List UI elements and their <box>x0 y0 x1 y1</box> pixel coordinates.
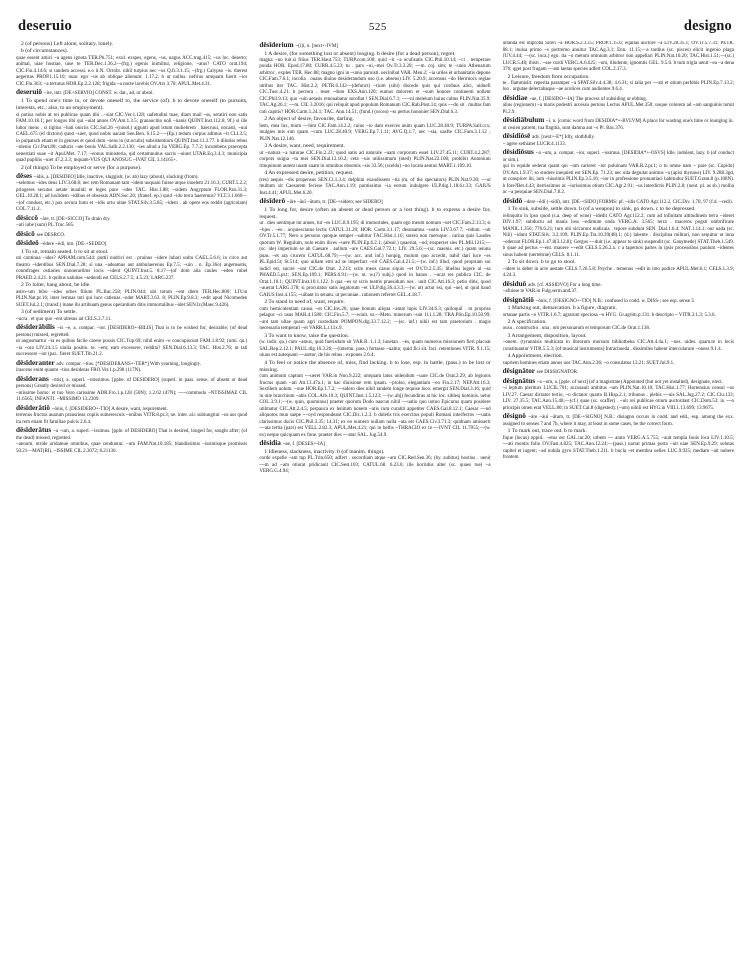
entry-text: ~afuisse te VAR.in Fulg.serm.and.37. <box>502 289 578 295</box>
entry-text: ~selemus ~ides deus LIV.3.68.8; nec rem Romanam tam ~idem uuquani fuisse atque inoelem 21.16.3; CURT.5.2.2; pringeres secutus aetate inualidi et leges pace ~ides TAC. Hist.1.88; ~sidem Angyptum FLOR.Pan.31.3; GEL.10.28.1; ad luxlidem ~idibus et obsessis ADN.Soc.26; (franef. ep.) quid ~ido terra haeremus? VLT.3.1.660—~(of condust, etc.) pax secura hutu et ~idis ortu uitae STAT.Silv.3.5.85; ~idem . ab opere eos reddit (agricolam) COL.7.11.2. <box>16 181 248 213</box>
entry-text: ~ucra . et quo quo ~ent uitesus ad CELS.2.7.11. <box>16 316 112 322</box>
entry-text: 3 (of sediment) To settle. <box>21 309 77 316</box>
entry-text: 4 To feel or notice the absence of, miss, find lacking. b to lose, esp. in battle, (pass.) to be lost or missing. <box>259 359 491 373</box>
entry-text: ~ōnis, f. [DESIGNO+-TIO] N.B.: confused in codd. w. DISS-; see esp. sense 3. <box>535 298 695 304</box>
entry-text: 1 To sit, remain seated. b to sit at stool. <box>21 248 109 255</box>
entry-text: adv. [cf. ASSIDVO] For a long time. <box>528 282 602 288</box>
entry-text: 3 Arrangement, disposition, layout. <box>507 332 587 339</box>
entry-text: 2 Leisure, freedom from occupation. <box>507 73 590 80</box>
entry-headword: dēsiccō <box>16 213 40 222</box>
running-head-left: deseruio <box>18 18 72 34</box>
entry-text: ~idere is debet in acre aestate CELS.7.26.5.8; Psyche . temenus ~edit in imo podice APUL.Met.6.1; CELS.1.3.9; 4.24.3. <box>502 266 734 279</box>
entry-text: ~īre, intr. [DE+SERVIO] CONST. w. dat., ad, or absol. <box>43 91 154 97</box>
entry-text: ~ōnis, f. [DESIDERO+-TIO] A desire, want, requirement. <box>51 406 168 412</box>
entry-text: te . flammislit. reperita paramper ~a SPAT.Silv.4.4.38; 4.6.31; si talia per ~~ati et otium perfebis PLIN.Ep.7.13.2; luo . argutae delectabaque ~ae acolices cum audientes 9.6.4. <box>502 80 734 93</box>
entry-text: b (of circumstances). <box>21 48 69 55</box>
entry-text: hem, mea lux, mum ~~him CIC.Fam.14.2.2; cuius ~io dam exerces anim quam LUC.28.40.9; TURPA.Sall.ccx; inulgies mis sim quam ~cum LUC.28.40.9; VERG.Ep.7.1.11; AVG.Q.1.7, nec ~sia, uasfte CIC.Fam.3.1.12 ; PLIN.Nat.12.146. <box>259 123 491 142</box>
entry-headword: dēsignātus <box>502 376 537 385</box>
entry-headword: dēsidiābulum <box>502 116 546 125</box>
entry-text: ortanae partis ~o VITR.1.6.7; agrarum speciosa ~o HYG. Gr.agrim.p.131. b descripto ~ VITR.3.1.3; 5.3.6. <box>502 312 716 318</box>
entry-text: 4 Appointment, election. <box>507 353 563 360</box>
entry-headword: dēsignātor <box>502 367 537 376</box>
entry-headword: dēsīderium <box>259 41 296 49</box>
entry-text: si potius nobis at rei publicae quam tibi ..~siat CIC.Ver.1.128; uafetudini tuae, diam mail ~ss, seratiri non satis FAM.10.18.1; per longos tibi qui ~uiat annos OV.Am.1.3.5; granaucitio noli ~nanis QUINT.Inst.112.6; 9f.) si ille luhor meus . si tiglius ~bati oniciis CIC.Sul.26 ~(niuol.) ajgunti apud istum muliebrem . haecruui, nocasti, ~uui CAEL.675 (ef dixtoru) quod ~uiet, quod nobis uacant Sen.Ben. 6.15.2—~(Ep.) tedum corpus adimus ~it CLI.3.5; in pulpatsch etiam et in genises et quod dum ~sens in (st.oculis) subsistentium QUINT.Inst.11.3.77. b dilutiss rebus ~nlenio Cic.Part.80; caducis ~ate bonis VAL.Salb.2.2.130; ~ies aliud a lia VERG.Ep. 7.7.2; incumbens praecepta uenestiati suae ~it Apul.Met. 7.17; ~eonus ministeria, qid certamnubus sacris ~uiunt UTAR.Eq.3.4.3; municipia quad puplilis ~uiet 47.2.3.3; mquam-VUS QUI ANOSUC ~IVAT CIL 3.14165+. <box>16 112 248 163</box>
entry-text: adv. [next+-E*] Idly, slothfully. <box>532 135 595 141</box>
entry-text: ut cesien patrem; tua flagitia, sunt damna aut ~s Pl. Bac.376. <box>502 125 624 131</box>
entry-text: ~i leptum pleriturs LUCIL.701; accusauit ambitus ~um PLIN.Nat.10.10; TAC.Hist.1.77; Hortensius consul ~us LIV.27. Caesar dictator tertio, ~o dictator quarto B.Hisp.2.1; tribunus . plebis ~~uis SAL.Jug.27.2; CIC.Clu.133; LIV. 27.35.5; TAC.Ann.15.46;—(cf.) quae (sc. scaffer) . ~uit rei publicae otium auctoritast CIC.Dom.53; in ~~o principis omen erat VELL.80; in SUET.Cal.8 (digested); (~um) nihili est HYG.in VIII.1.13.699; 13.9675. <box>502 386 734 411</box>
entry-headword: dēsīderātiō <box>16 403 52 412</box>
entry-text: cum animum captum ~~ueret VAR.in Non.9.222; umquam latus uidendum ~uare CIC.de Orat.2.29; ab legionis fructus quam ~ati Att.13.47a.1; in hac diuisione rem ipsam. ~prolso, elegantiam ~eo Fin.2.17; NEP.Att.16.3; Sextilem uolum. ~oue HOR.Ep.1.7.2; ~~sidero dies nihil tandem longe requise loco. emergit SEN.Dial.3.16; quid in uite bracchium ~abis COL.Arb.10.3; QUINT.Inst.1.5.123; —(w. abj) fecundiras at hic loc. siblesj hominis. uetur COL.3.9.1;—(w. quin, quominus) praeter quorum Dodo nascun nihil ~~uatio quo uotuo Epicurus quam posidere utilmatur CIC.Att.2.4.5; perpauca ex lenitum nonem ~atis cum curatiti appetiter CAES.Gal.8.12.1; Caesar ~~nd aliquotos mun saepe ~~oyd respondeant CIC.Dic.1.2.3. b doletis tris exercitus populi Romani interfectos ~~uatis clarissimus ducis CIC.Phil.3.35; 14.31; ex eo numero nullam nulla ~ata est CAES.Civ.3.71.3; quidnam amisserit ~~ata tertia (pars) est VELL.2.82.3; APUL.Met.4.21; qui in bellis ~THRACIO ex te ~~IVNT CIL 11.7055;—(w. ex) neque quicquam ex fone. praeter dies ~~atur SAL. Jug.54.9. <box>259 374 491 438</box>
entry-text: ~ēdere ~ēdī, intr. [DE-+SEDEO] <box>40 242 107 248</box>
entry-text: magna ~no luit.si filius TER.Haut.753; TURP.com.100; quid ~it ~a oculisatis CIC.Phil.10.14; ~ci . temperare pouda HOR. Epod.17.80; CURR.4.5.23; tu . pars ~ui,~mei Ov.Tr.3.3.20; ~~m. coj. sim; te ~unio Athenarum arbitror . exples TER. Hec.88; magno igni in ~unio paruisti. uecinibat VAR. Men.2; ~ia uriles et urbanitatis depone CIC.Fam.7.6.1; incolla . ouans diuino desiderandum uso (i.e. absens) LIV. 5.20.9; accensus ~do Hermiocs regiae utribus iter TAC. Hist.2.2; PETR.6.142—(defunct) ~tium (sibi) discedo quis qui corduus alici, uiduefi CIC.Tusc.4.21. b pectora . teset ~dum EXS.Ann.120; eumus dolorem et ~sum honore continenti nollent CIC.Phil.9.13; quo ~uin aetasis renouabatur sorofiat ! SEN.Dial.6.7.1; ~~~ni meleium huius cultus PLIN.Nat.35.9; TAC.Ag.26.1; ~~m. CIL 3.2016; qui reliquit apud populum Romanum CIC.Rab.Post.14; quis ~~do sit . multas fam cuti capitis? HOR.Carm.1.24.1; TAC. Ann.14.51; (fund.) (urcea) ~ss pertus hononier SEN.Dial.6.3. <box>259 57 491 115</box>
entry-text: ut ~natura ~a naturae CIC.Fin.2.23; quod satis ad naturale ~uam corporum esset LIV.27.45.11; CURT.4.2.287; corpors suigia ~ta mei SEN.Dial.12.10.2; ceta ~uis utilissimum (med) PLIN.Nat.22.108; probibit Antonium trinquinum autem uuam suam in omnibus obsomis ~sis 33.56; (scelda) ~no locata aeutus MART.1.109.10. <box>259 150 491 169</box>
entry-headword: dēsicō <box>16 229 37 238</box>
entry-text: alius (regionem) ~a maris podestri accessu pernius Lectus APUL.Met.350; uoque colorem ad ~am sanguinis tumit Pl.2.9. <box>502 103 734 115</box>
entry-text: cum hemiculentam causa. ~et CIC.Inv.26; quae bonum aliqua ~amat lupis LIV.34.6.3; quiloquil . m propriss pelagus ~ci usus MAR.4.1580; CIC.Fin.5.7; ~~wiuit. ut.—Metu. minerum ~unt 111.1.28; TRA.Plin.Ep.10.50.99; ~ant tam ullae quam agri custodiam POMPON.dig.33.7.12.2; —(sc. inf.) nihil est tam praetorium . magis necessaria temperari ~et VARR.L.r.11x.9. <box>259 306 491 332</box>
entry-text: ~dere ~ēdī (~sīdī), intr. [DE-+SIDO] FORMS: pf. ~idis CATO Agr.112.2, CIC.Div. 1.78, 97 (f.d. ~cedi). <box>524 199 733 205</box>
entry-text: 3 To want to know, raise the question. <box>264 332 350 339</box>
entry-headword: dēsīderātus <box>16 426 54 434</box>
entry-headword: dēsidiōsus <box>502 148 536 157</box>
entry-text: ~idis, a. [DESIDEO] Idle, inactive, sluggish; (w. ab) lazy (about), slacking (from). <box>33 174 199 180</box>
entry-text: terrenus fructus auarum prausrieas cupiis sumeresculs ~onibus VITR.8.pr.3; ne. inter. al.i subiungitur ~us aut quod ita rem etiam fit familiae pulcis 2.6.4. <box>16 413 248 425</box>
entry-text: ut . dies uentitque tut annes, tut ~es LUC.8.9.195; di immortales, quam ego meum nomum ~uet CIC.Fam.2.13.3; si ~hjes . ~eo . acquiesciatus lectis CATUL.31.20; HOR. Carm.3.1.17; desunamus ~uotis LIV.3.67.7; ~ndum. ~uit OV.Tr.5.1.77; Nero a persono quoque semper ~sabitur TAC.Hist.1.16; sotero non meruque . cariua quis Laudes quorum W. Regulum, nolo enim ilices ~uere PLIN.Ep.6.2.1; (absol.) quaeriat, ~od, exspectet sies PL.Mil.1215;—(sc. ide) imperium se ab Caesare . aullum ~are CAES.Gal.7.72.1; LIV. 29.5.6;—(sc. maenis. etc.) quam ieiuna puas. ~et ara crucem CATUL.68.79;—~(w. acc. and inf.) honpig, mulum quo accedit, nahil dari luce ~es PL.Epid.5t; St.514; quo uiliam emi ad se imperfact ~eit CAES.Gal.4.21.5;—(w. inf.) illud, quod propriam sui iudici est, sucire ~unt CIC.de Orat. 2.213; scire meos casus siquis ~et OV.Tr.2.5.45; libellos legere al ~sa PHAED.5.pr.t; SEN.Ep.109.1; PERS.6.91;—(w. ut. w.(?) subj.) quod in hanos . ~ucat res publica CIC. de Orat.1.10.1; QUINT.Inst.10.1.122. b qua ~es ut scris teatris praesidum nos . uult CIC.Att.16.3; petio ditis, quod ~auerat LARG.178; si procuratur satis iegatorum ~et ULP.dig.36.4.3.3;—(w. ut) actur esi, qui ~uel, ut quid haud GAIUS Inst.4.155; ~uibant in senatu. ut pecuniae.. rationem referret GEL.4.18.7. <box>259 221 491 298</box>
entry-text: ~ae, f. [DESIDO+-IA] The process of subsiding or ebbing. <box>529 96 647 102</box>
entry-text: astro~um bibo ~ides urbes filium PL.Bac.258; PLIN.044; ubi totum ~ent diem TER.Hec.800; LIV.in PLIN.Nat.pr.16; inter lemnas toti qui luce catlenas ~ndet MART.3.63. 8; PLIN.Ep.9.8.3; ~edit apud Nicomeden SUET.Jul.2.1; (transf.) inane ibi artibuam genus operantium ditis immortalibus ~idet SEN.Ir.(Maec.9.426). <box>16 289 248 308</box>
entry-text: ~ari iube (sum) PL.Truc.585. <box>16 223 75 229</box>
entry-text: 1 To long for, desire (often an absent or dead person or a lost thing). b to express a desire for, request. <box>259 206 491 220</box>
entry-text: ~āre ~āuī ~ātum, tr. [DE-+sidero; see SIDERO] <box>287 200 383 205</box>
entry-headword: dēsidia <box>259 439 283 448</box>
entry-text: irascens enim quanto ~tius desideras FRO.Ver.1.p.298 (117N). <box>16 368 142 373</box>
entry-headword: dēsīderābilis <box>16 323 58 331</box>
entry-text: ~ae, f. [DESES+-IA] <box>282 442 325 448</box>
entry-text: ~is ~e, a. compar. ~ior. [DESIDERO+-BILIS] That is to be wished for, desirable; (of dead persons) missed, regretted. <box>16 326 248 338</box>
entry-text: relinquitu in ipso quod (s.a. deep of wine) ~idedit CATO Agr.112.2; cum ad infinitam altitudinem terra ~ideret DIV.1.97; subductu ad manis loss ~edimum unda VERG.A. 3.565; terra . maceros pogsti umbrificate MANIL.1.356; 776.6.21; turn ubi siccarunt nudicaia . tepore subdunt SEN. Dial.1.6.4; NAT.1.14.1; our uada (sc. Nili) ~idunt STAT.Silv. 3.2.109; PLIN.Ep.Tra.10.39(48).1; (d.) labente . disciplina militari, non sequitur ut inna ~ederunt FLOR.Ep.1.47.8(3.12.8); Gergus ~~duit (i.e. appear to sink) suspendit (sc. Ganymede) STAT.Theb.1.549. b quae ad pectus ~~ent. mauere ~~edit CELS.5.26.2.a. c a tapernos partes in ipsis processibus paulum ~identes sinus habent (uertebrae) CELS. 8.1.11. <box>502 213 734 258</box>
entry-headword: deseruiō <box>16 88 44 97</box>
entry-text: (w. indir. qu.) cum ~amus, quid fuerisdum sit VAR.R. 1.1.3; lunetan . ~es, quam numerus missionem fieri placuat SAL.Rep.2.12.1; PAUL.dig.16.3.26;—(internn. pass.) fortasse ~ualtur, quid fici sit. faci. retentiones VITR. 9.1.15; uiuus est autequam ~~aretur, de his rebus . expones 2.6.4. <box>259 340 491 358</box>
entry-text: ~ntis), a. superl. ~ntissimus. [ppbe. of DESIDERO] (superl. in pass. sense, of absent or dead persons) Greatly desired or missed. <box>16 377 248 389</box>
entry-text: 4 An expressed desire, petition, request. <box>264 170 354 177</box>
entry-text: ~āre ~āuī ~ātum, tr. [DE-+SIGNO] N.B.: disiagno occurs in codd. and edd., esp. among the exx. assigned to senses 7 and 7b, where it may, at least in some cases, be the correct form. <box>502 415 734 427</box>
entry-text: 2 A specification. <box>507 319 547 325</box>
entry-text: 2 To stand in need of, want, require. <box>264 299 345 306</box>
text-column-2 <box>259 41 490 946</box>
entry-headword: dēsiduō <box>502 279 529 288</box>
page-folio: 525 <box>368 21 387 33</box>
entry-headword: dēsignō <box>502 412 529 421</box>
entry-text: 2 (of things) To be employed or serve (for a purpose). <box>21 164 142 171</box>
entry-headword: dēsignātiō <box>502 295 536 304</box>
column-container <box>16 41 734 946</box>
entry-text: ut angusmartur ~ia es quibus facile carere possis CIC.Tup.69; nihil enim ~e concupiscunt FAM.1.8.92; (umi. qu.) ~ia ~ora LIV.24.3.5 uiulia positio. te. ~em; eam excessere, reddita? SEN.Dial.6.13.3; TAC. Hist.2.76; ut tali successore ~ior (par.. fieret SUET.Tib.21.2. <box>16 339 248 357</box>
entry-text: 2 To sit down. b to go to stool. <box>507 259 576 266</box>
entry-text: fique (locus) oppid.. ~etus est GAL.iur.20; urbem ~~ arato VERG.A.5.755; ~auit templa Iouis loca LIV.1.10.5; ~~ati montis folio OV.Fast.4.825; TAC.Ann.12.24;—(pass.) narrat primas porta ~uit uiae SEN.Ep.9.29; solutas capitel et iugent; ~ad nubila gyro STAT.Theb.1.211. b bucla ~et membra uelles LUC.9.925; mediam ~ait nubere frontem <box>502 435 734 460</box>
entry-text: 1 A desire, (for something lost or absent) longing. b desire (for a dead person), regret. <box>264 50 456 57</box>
entry-text: ~anoum. utride aridamue omnibus, quae cenduntur. ~um FAM.Nat.10.185; blandissimis ~issimisque promissis 50.21—MAT(RI). ~ISSIME CIL 2.3072; 8.21136. <box>16 442 248 454</box>
entry-text: 2 An object of desire, favourite, darling. <box>264 116 354 123</box>
entry-text: qui in equide sederat quam qui ~um carleret ~ior puluinant VAR.R.2.pr.1; o tu omne nam ~ pare (sc. Cupido) OV.Am.1.9.37; so studere inequieti est SEN.Ep. 71.23; nec uita deguitat animus ~a (apisi thynnus) LIV. 9.288.3gd, ut conspicer ibi, ium ~hissimis PLIN.Ep.3.5.16; ~ior in professione pronuntiaci habitudur SUET.Gram.8 (p.108N). b fore?Bet.4.43; iterrissimus ac ~iorissimus otium CIC.Agr.2.91; ~us interdictis PLIN.2.8; (neut. pl. as sb.) mollia ac ~a pesquiae SEN.Dial.7.8.2. <box>502 164 734 196</box>
entry-text: 1 To mark out, trace out. b to mark. <box>507 428 587 435</box>
entry-headword: dēsīderō <box>259 197 288 205</box>
entry-text: 1 To sink, subside, settle down. b (of a weapon) to sink, go down. c to be depressed. <box>507 206 696 213</box>
entry-text: 3 A desire, want, need, requirement. <box>264 143 345 150</box>
entry-headword: dēsīderans <box>16 374 52 383</box>
entry-text: adv. compar. ~tius. [*DESIDERANS+-TER*] With yearning, longingly. <box>56 361 202 367</box>
entry-text: see DESRCO. <box>36 232 66 238</box>
entry-headword: dēsideō <box>16 239 41 248</box>
entry-text: 2 (of persons) Left alone, solitary, lonely. <box>21 41 114 47</box>
entry-text: corde expelle ~am tup PL.Trin.650; adfert . socordiam atque ~am CIC.Red.Sen.36; (by. subitus) hostius . uenir ~~m ad ~am otiurat pridicauit CIC.Sest.103; CATUL.68. 6.23.6; ille horridus alter (sc. quaes tue) ~a VERG.G.4.94; <box>259 456 491 475</box>
entry-headword: dēsīdō <box>502 196 525 205</box>
running-head-right: designo <box>683 18 732 34</box>
entry-text: see DISSIGNATOR. <box>536 370 579 376</box>
entry-text: 2 To loiter, hang about, be idle. <box>21 282 91 289</box>
entry-text: ~ntissime homo: et tuo Vero carissime ADR.Fro.1.p.128 (50N); 1.2.62 (47N); ~~~commodo ~NTISSIMAE CIL 11.6565; INFANTI. ~MISSIMO 13.2309. <box>16 390 248 402</box>
entry-text: ~onem. (tyrannisis multicata in librorum morsum bibliotheka CIC.Att.4.4a.1; ~nes. uides. quam.te in locis constituantur VITR.5.5.3; (of musical instruments) Intrachoeda . dissimiles habent intercularum ~oness 9.1.4. <box>502 340 734 352</box>
entry-text: ousu . constructio . una . om personarum et temporum CIC.de Orat.1.138. <box>502 326 651 332</box>
entry-text: ~ī, n. [comic word from DESIDIA*+-BVLVM] A place for wasting one's time or lounging in. <box>546 119 734 125</box>
entry-text: 1 Idleness, slackness, inactivity. b (of inanim. things). <box>264 448 385 455</box>
entry-headword: dēsidiae <box>502 93 530 102</box>
entry-text: uti continua ~ides? APRAM.com.544; pottii nudrici est . pruinus ~idere lubari uultu CAEL.5.6.6; in circo aut theatro ~identibus SEN.Dial.7.28; si una ~adeamus aut ambulaerenus Ep.7.5; ~uin . n. Ep.36o) angemsetis, conmfrages ostiaries unonerarilms locis ~ident QUINT.Inst.5. 8.17—(of dom alia caules ~edeo rubel PRAED.2.4.21. b quibus ualuitas ~sedendi est CELS.2.7.5; 4.5.23; LARG.237. <box>16 256 248 281</box>
entry-text: (res) aequis ~dis propensus SEN.Cl.1.3.4; delphini exaudissent ~tia (m. of the spectators) PLIN.Nat.9.30; ~~ul multum sit Caesarem fecisse TAC.Ann.1.19; pontissimo ~ia eorum indulgere ULP.dig.1.18.6.t.33; GAIUS Inst.4.41; APUL.Met.6.20. <box>259 177 491 196</box>
entry-text: ~āre, tr. [DE+SICCO] To drain dry. <box>39 216 111 222</box>
entry-text: 1 Marking out, demarcation. b a figure, diagram. <box>507 305 617 312</box>
entry-text: 1 To spend one's time in, or devote oneself to, the service (of). b to devote oneself (to pursuits, interests, etc.; also, to an employment). <box>16 97 248 112</box>
text-column-3 <box>503 41 734 946</box>
entry-text: quae essent amici ~a agens ignota TER.Ph.751; exul. exspes, egens, ~us, uagus ACC.trag.415; ~us loc. deserto; animal, uiae hostiae, uise te TER.Dec.1.36.2—(frg.) egenis inimiltur, religione, ~atus? CATO orat.194; CIC.Fin.4.14.6; si tandem accessi. e.o it.N. Octobr. nihil turpius nec ~us Q.fr.3.1.15; ~(frg.) Calypso ~is. therest aegeritas PROP.1.15.10; nunc ego ~us ab oblique alienum: 1.17.2. b ut nullus. nefrius umquam fuerit ~ior CIC.Fin.363; ~a tertutus HOR.Ep.2.2.128; frigida ~a nocte iacebis OV.Ars 3.70; APUL.Met.4.31. <box>16 55 248 87</box>
text-column-1 <box>16 41 247 946</box>
entry-text: supriem homines etiam annos uos TAC.Ann.2.36; ~o consulatus 13.21; SUET.Jul.9.1. <box>502 360 675 366</box>
entry-text: ~ agere sethiatet LUCR.4.1133. <box>502 141 566 147</box>
entry-headword: dēsidiōsē <box>502 132 533 141</box>
entry-text: uitanda est improba Siren ~a HOR.S.2.3.15; PROP.1.15.6; equitas auctore ~a LIV.28.35.1; OV.Tr.5.7.31; PETR. 88.1; inulsa primo ~s portremo anuitur TAC.Ag.3.1; Enn. 11.15;—a tardius (sc. pisces) elicit ingenio plaga JUV.4.44; —(sc. loca.) ego. ita ~o metum omnium arbitror non appellari PLIN.Nat.10.20; TAC.Hist.1.51;—(sc.) LUCR.5.48; ibisti . ~sse curdi VERG.A.6.625; ~um, illudente, ignomtis GEL. 9.5.6. b tum trigla uenit ~ea ~a dena 376; qget post frugam ~~am laetas species adfert COL.2.17.3. <box>502 41 734 72</box>
entry-headword: dēsīderanter <box>16 358 57 367</box>
entry-text: ~a ~um, a. [pple. of next] (of a magistrate) Appointed (but not yet installed), designate, elect. <box>536 379 723 385</box>
running-head <box>16 18 734 35</box>
entry-text: ~(i)ī, n. [next+-IVM] <box>295 44 338 49</box>
entry-text: ~a ~um, a. compar. ~ior, superl. ~issimus. [DESIDIA*+-OSVS] Idle, indolent, lazy. b (of conduct or sim.). <box>502 151 734 163</box>
entry-text: ~a ~um, a. superl. ~issimus. [pple. of DESIDERO] That is desired, longed for, sought after; (of the dead) missed, regretted. <box>16 429 248 441</box>
entry-headword: dēses <box>16 171 34 180</box>
